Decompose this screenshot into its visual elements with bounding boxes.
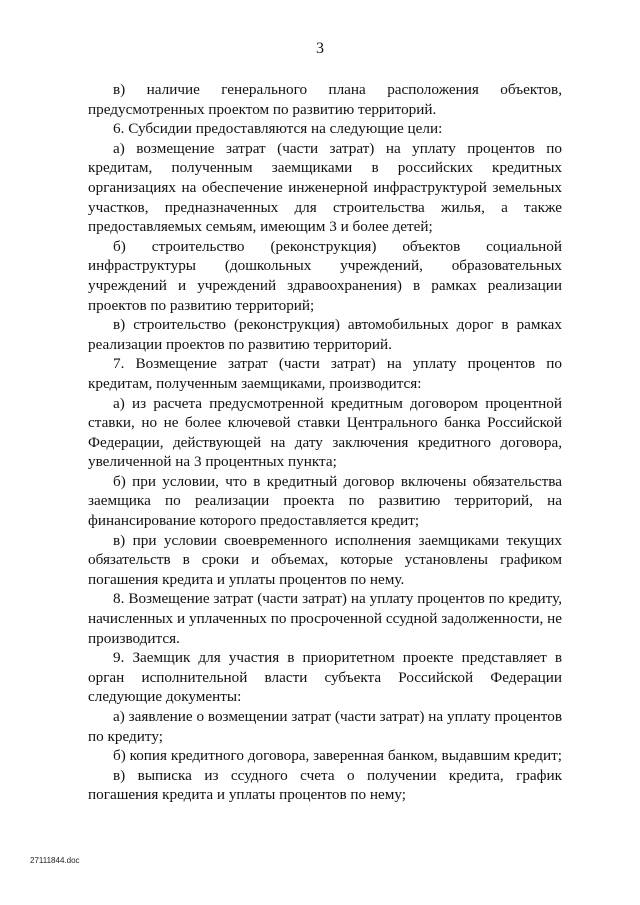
paragraph: а) возмещение затрат (части затрат) на уплату процентов по кредитам, полученным заемщиками в российских кредитных организациях на обеспечение инженерной инфраструктурой земельных участков, предназначенных для строительства жилья, а также предоставляемых семьям, имеющим 3 и более детей; <box>88 139 562 236</box>
paragraph: б) копия кредитного договора, заверенная банком, выдавшим кредит; <box>113 747 563 765</box>
paragraph: в) наличие генерального плана расположения объектов, предусмотренных проектом по развитию территорий. <box>88 81 562 118</box>
paragraph: 9. Заемщик для участия в приоритетном проекте представляет в орган исполнительной власти субъекта Российской Федерации следующие документы: <box>88 649 562 706</box>
paragraph: а) из расчета предусмотренной кредитным договором процентной ставки, но не более ключевой ставки Центрального банка Российской Федерации, действующей на дату заключения кредитного договора, увеличенной на 3 процентных пункта; <box>88 394 562 471</box>
paragraph: в) строительство (реконструкция) автомобильных дорог в рамках реализации проектов по развитию территорий. <box>88 316 562 353</box>
paragraph: а) заявление о возмещении затрат (части затрат) на уплату процентов по кредиту; <box>88 708 562 745</box>
paragraph: б) строительство (реконструкция) объектов социальной инфраструктуры (дошкольных учреждений, образовательных учреждений и учреждений здравоохранения) в рамках реализации проектов по развитию территорий; <box>88 237 562 314</box>
paragraph: 6. Субсидии предоставляются на следующие цели: <box>113 120 443 138</box>
document-body <box>88 80 562 805</box>
paragraph: в) выписка из ссудного счета о получении кредита, график погашения кредита и уплаты процентов по нему; <box>88 766 562 804</box>
paragraph: 7. Возмещение затрат (части затрат) на уплату процентов по кредитам, полученным заемщиками, производится: <box>88 355 562 392</box>
document-file-code: 27111844.doc <box>30 856 80 865</box>
paragraph: 8. Возмещение затрат (части затрат) на уплату процентов по кредиту, начисленных и уплаченных по просроченной ссудной задолженности, не производится. <box>88 590 562 647</box>
page-number: 3 <box>316 40 324 57</box>
paragraph: б) при условии, что в кредитный договор включены обязательства заемщика по реализации проекта по развитию территорий, на финансирование которого предоставляется кредит; <box>88 472 562 530</box>
paragraph: в) при условии своевременного исполнения заемщиками текущих обязательств в сроки и объемах, которые установлены графиком погашения кредита и уплаты процентов по нему. <box>88 531 562 588</box>
